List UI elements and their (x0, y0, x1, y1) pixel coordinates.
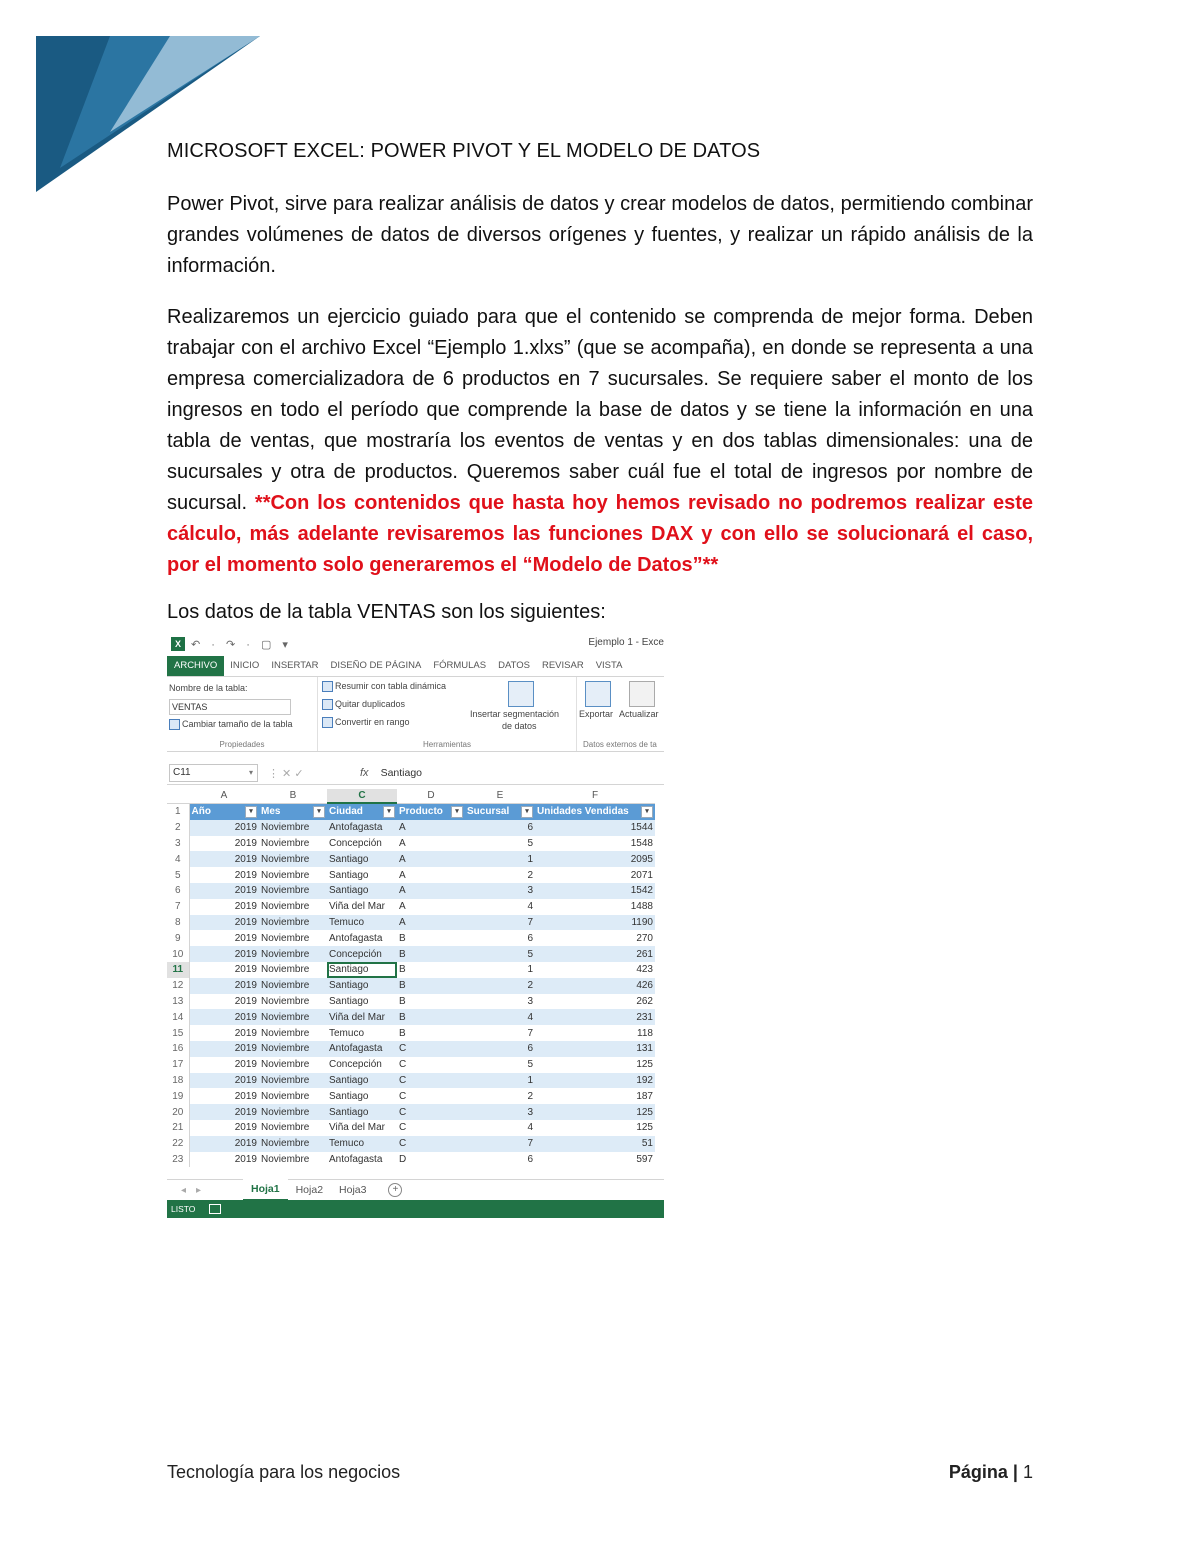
row-number[interactable]: 11 (167, 962, 189, 978)
header-producto-label: Producto (399, 806, 443, 818)
sheet-nav-arrows[interactable]: ◂▸ (181, 1184, 212, 1196)
table-name-input[interactable]: VENTAS (169, 699, 291, 715)
cell-unidades[interactable]: 125 (636, 1059, 653, 1071)
cell-ano[interactable]: 2019 (189, 978, 259, 994)
paragraph-highlight: **Con los contenidos que hasta hoy hemos revisado no podremos realizar este cálculo, más adelante revisaremos las funciones DAX y con ello se solucionará el caso, por el momento solo generaremos el “Modelo de Datos”** (167, 492, 1033, 576)
footer-page-label: Página (948, 1462, 1008, 1482)
header-ano[interactable] (189, 803, 259, 820)
cell-unidades[interactable]: 125 (535, 1104, 655, 1120)
insert-slicer-label-1[interactable]: Insertar segmentación (470, 709, 560, 719)
cell-producto[interactable]: C (397, 1041, 465, 1057)
table-row (167, 820, 655, 836)
table-row (167, 1041, 655, 1057)
cell-mes[interactable]: Noviembre (261, 1027, 310, 1039)
cell-ano[interactable]: 2019 (189, 851, 259, 867)
cell-producto[interactable]: B (397, 946, 465, 962)
resize-table-button[interactable] (169, 719, 293, 730)
table-row (167, 1057, 655, 1073)
group-label-tools: Herramientas (422, 740, 471, 749)
cell-sucursal[interactable]: 2 (465, 978, 535, 994)
cell-unidades[interactable]: 1190 (535, 915, 655, 931)
cell-sucursal[interactable]: 4 (527, 901, 533, 913)
table-header-row (167, 803, 655, 820)
cell-ano[interactable]: 2019 (234, 1027, 257, 1039)
column-header-c[interactable]: C (327, 789, 397, 803)
cell-ciudad[interactable]: Santiago (327, 851, 397, 867)
column-header-f[interactable]: F (535, 789, 655, 803)
table-row (167, 1120, 655, 1136)
cell-producto[interactable]: C (397, 1073, 465, 1089)
cell-sucursal[interactable]: 7 (465, 915, 535, 931)
cell-unidades[interactable]: 426 (535, 978, 655, 994)
table-row (167, 962, 655, 978)
cell-producto[interactable]: A (397, 883, 465, 899)
add-sheet-icon[interactable]: + (388, 1183, 402, 1197)
cell-mes[interactable]: Noviembre (259, 851, 327, 867)
cell-unidades[interactable]: 261 (535, 946, 655, 962)
row-number[interactable]: 15 (167, 1025, 189, 1041)
tab-vista[interactable]: VISTA (595, 660, 623, 671)
cell-producto[interactable]: A (399, 869, 406, 881)
cell-mes[interactable]: Noviembre (261, 1122, 310, 1134)
cell-ano[interactable]: 2019 (189, 820, 259, 836)
cell-mes[interactable]: Noviembre (259, 1136, 327, 1152)
cell-ciudad[interactable]: Santiago (327, 978, 397, 994)
cell-unidades[interactable]: 270 (636, 932, 653, 944)
cell-ciudad[interactable]: Santiago (327, 1073, 397, 1089)
cell-sucursal[interactable]: 6 (465, 820, 535, 836)
refresh-icon[interactable] (629, 681, 655, 707)
summarize-pivot-button[interactable] (322, 681, 446, 692)
column-header-b[interactable]: B (259, 789, 327, 803)
cell-producto[interactable]: C (397, 1136, 465, 1152)
cell-ano[interactable]: 2019 (189, 1104, 259, 1120)
chevron-down-icon[interactable]: ▾ (248, 768, 253, 777)
row-number[interactable]: 2 (167, 820, 189, 836)
cell-sucursal[interactable]: 5 (465, 946, 535, 962)
column-header-a[interactable]: A (189, 789, 259, 803)
header-sucursal-label: Sucursal (467, 806, 510, 818)
cell-mes[interactable]: Noviembre (259, 820, 327, 836)
cell-mes[interactable]: Noviembre (259, 946, 327, 962)
cell-mes[interactable]: Noviembre (261, 869, 310, 881)
header-ano-label: Año (191, 806, 211, 818)
cell-producto[interactable]: A (397, 820, 465, 836)
excel-screenshot (167, 632, 664, 1218)
cell-sucursal[interactable]: 3 (465, 883, 535, 899)
row-number[interactable]: 6 (167, 883, 189, 899)
cell-mes[interactable]: Noviembre (259, 1073, 327, 1089)
paragraph-intro: Power Pivot, sirve para realizar análisis de datos y crear modelos de datos, permitiendo combinar grandes volúmenes de datos de diversos orígenes y fuentes, y realizar un rápido análisis de la información. (167, 193, 1033, 277)
filter-icon[interactable]: ▾ (641, 806, 653, 818)
formula-controls: ⋮ ✕ ✓ (268, 767, 304, 780)
refresh-button[interactable]: Actualizar (619, 709, 659, 719)
row-number[interactable]: 13 (167, 994, 189, 1010)
cell-sucursal[interactable]: 6 (527, 1153, 533, 1165)
cell-sucursal[interactable]: 7 (527, 1027, 533, 1039)
convert-range-button[interactable] (322, 717, 410, 728)
cell-ciudad[interactable]: Viña del Mar (327, 1009, 397, 1025)
cell-unidades[interactable]: 1548 (630, 837, 653, 849)
paragraph-exercise (167, 302, 1033, 581)
quick-access-toolbar[interactable]: ↶ · ↷ · ▢ ▾ (191, 638, 292, 651)
cell-ano[interactable]: 2019 (234, 837, 257, 849)
cell-ciudad[interactable]: Antofagasta (327, 1041, 397, 1057)
tab-datos[interactable]: DATOS (498, 660, 530, 671)
cell-sucursal[interactable]: 1 (465, 851, 535, 867)
duplicates-icon (322, 699, 333, 710)
excel-titlebar (167, 632, 664, 656)
header-unidades[interactable] (535, 803, 655, 820)
group-label-properties: Propiedades (219, 740, 265, 749)
cell-mes[interactable]: Noviembre (261, 964, 310, 976)
header-mes[interactable] (259, 803, 327, 820)
cell-ciudad[interactable]: Santiago (329, 1090, 369, 1102)
cell-mes[interactable]: Noviembre (259, 1104, 327, 1120)
cell-mes[interactable]: Noviembre (261, 932, 310, 944)
table-row (167, 1009, 655, 1025)
cell-producto[interactable]: B (397, 978, 465, 994)
name-box[interactable] (169, 764, 258, 782)
cell-unidades[interactable]: 423 (636, 964, 653, 976)
cell-sucursal[interactable]: 4 (527, 1122, 533, 1134)
cell-sucursal[interactable]: 3 (527, 995, 533, 1007)
cell-ciudad[interactable]: Concepción (329, 1059, 382, 1071)
cell-mes[interactable]: Noviembre (261, 1090, 310, 1102)
summarize-label: Resumir con tabla dinámica (335, 681, 447, 691)
cell-unidades[interactable]: 1544 (535, 820, 655, 836)
cell-producto[interactable]: B (399, 932, 406, 944)
cell-unidades[interactable]: 2095 (535, 851, 655, 867)
column-headers (167, 789, 655, 803)
table-row (167, 946, 655, 962)
cell-sucursal[interactable]: 6 (527, 932, 533, 944)
name-box-value: C11 (173, 767, 191, 778)
paragraph-exercise-text: Realizaremos un ejercicio guiado para que el contenido se comprenda de mejor forma. Deben trabajar con el archivo Excel “Ejemplo 1.xlxs” (que se acompaña), en donde se representa a una empresa comercializadora de 6 productos en 7 sucursales. Se requiere saber el monto de los ingresos en todo el período que comprende la base de datos y se tiene la información en una tabla de ventas, que mostraría los eventos de ventas y en dos tablas dimensionales: una de sucursales y otra de productos. Queremos saber cuál fue el total de ingresos por nombre de sucursal. (167, 306, 1033, 514)
cell-ciudad[interactable]: Viña del Mar (329, 901, 385, 913)
table-row (167, 836, 655, 852)
filter-icon[interactable]: ▾ (451, 806, 463, 818)
group-tools (318, 677, 577, 751)
header-sucursal[interactable] (465, 803, 535, 820)
filter-icon[interactable]: ▾ (245, 806, 257, 818)
cell-ciudad[interactable]: Concepción (329, 837, 382, 849)
table-row (167, 930, 655, 946)
pivot-icon (322, 681, 333, 692)
export-button[interactable]: Exportar (579, 709, 614, 719)
header-ciudad-label: Ciudad (329, 806, 363, 818)
cell-ano[interactable]: 2019 (189, 915, 259, 931)
tab-inicio[interactable]: INICIO (230, 660, 260, 671)
row-number[interactable]: 10 (167, 946, 189, 962)
cell-mes[interactable]: Noviembre (261, 1059, 310, 1071)
header-mes-label: Mes (261, 806, 281, 818)
cell-mes[interactable]: Noviembre (261, 901, 310, 913)
cell-unidades[interactable]: 118 (637, 1027, 653, 1039)
table-row (167, 1104, 655, 1120)
cell-ciudad[interactable]: Santiago (327, 883, 397, 899)
document-title: MICROSOFT EXCEL: POWER PIVOT Y EL MODELO DE DATOS (167, 140, 761, 162)
sheet-tab-hoja3[interactable]: Hoja3 (339, 1184, 367, 1196)
row-number[interactable]: 7 (167, 899, 189, 915)
row-number[interactable]: 22 (167, 1136, 189, 1152)
filter-icon[interactable]: ▾ (383, 806, 395, 818)
footer-page-sep: | (1012, 1462, 1018, 1482)
cell-producto[interactable]: B (399, 1027, 406, 1039)
table-row (167, 1025, 655, 1041)
window-title: Ejemplo 1 - Exce (588, 637, 664, 648)
cell-sucursal[interactable]: 6 (465, 1041, 535, 1057)
page-footer (167, 1462, 1033, 1483)
cell-producto[interactable]: C (399, 1122, 407, 1134)
row-number[interactable]: 1 (167, 803, 189, 820)
row-number[interactable]: 5 (167, 867, 189, 883)
cell-ano[interactable]: 2019 (234, 869, 257, 881)
table-row (167, 978, 655, 994)
column-header-e[interactable]: E (465, 789, 535, 803)
cell-ano[interactable]: 2019 (234, 1122, 257, 1134)
group-properties (167, 677, 318, 751)
cell-ano[interactable]: 2019 (234, 932, 257, 944)
footer-left: Tecnología para los negocios (167, 1462, 401, 1482)
ribbon (167, 677, 664, 752)
table-row (167, 851, 655, 867)
cell-ano[interactable]: 2019 (189, 883, 259, 899)
row-number[interactable]: 16 (167, 1041, 189, 1057)
cell-ano[interactable]: 2019 (189, 1073, 259, 1089)
select-all-corner[interactable] (167, 789, 189, 803)
table-row (167, 994, 655, 1010)
cell-mes[interactable]: Noviembre (259, 978, 327, 994)
cell-unidades[interactable]: 51 (535, 1136, 655, 1152)
cell-ciudad[interactable]: Antofagasta (329, 932, 383, 944)
sheet-tabs-bar (167, 1179, 664, 1200)
cell-producto[interactable]: B (399, 995, 406, 1007)
table-row (167, 1152, 655, 1168)
cell-ciudad[interactable]: Santiago (329, 995, 369, 1007)
cell-ano[interactable]: 2019 (189, 1136, 259, 1152)
formula-bar (167, 762, 664, 785)
cell-ano[interactable]: 2019 (189, 1009, 259, 1025)
cell-mes[interactable]: Noviembre (259, 915, 327, 931)
row-number[interactable]: 18 (167, 1073, 189, 1089)
cell-ciudad[interactable]: Santiago (327, 962, 397, 978)
cell-sucursal[interactable]: 1 (465, 1073, 535, 1089)
cell-ano[interactable]: 2019 (234, 901, 257, 913)
cell-ciudad[interactable]: Temuco (327, 1136, 397, 1152)
cell-unidades[interactable]: 2071 (630, 869, 653, 881)
document-body (167, 140, 1033, 646)
tab-archivo[interactable]: ARCHIVO (167, 656, 224, 676)
cell-sucursal[interactable]: 1 (527, 964, 533, 976)
tab-insertar[interactable]: INSERTAR (271, 660, 319, 671)
sheet-tab-hoja1[interactable]: Hoja1 (243, 1179, 288, 1201)
cell-unidades[interactable]: 192 (535, 1073, 655, 1089)
cell-sucursal[interactable]: 3 (465, 1104, 535, 1120)
table-row (167, 1073, 655, 1089)
footer-page-number: 1 (1022, 1462, 1033, 1482)
cell-ano[interactable]: 2019 (189, 1041, 259, 1057)
filter-icon[interactable]: ▾ (521, 806, 533, 818)
cell-producto[interactable]: A (397, 915, 465, 931)
worksheet-grid (167, 789, 655, 1167)
table-name-label: Nombre de la tabla: (169, 683, 248, 693)
filter-icon[interactable]: ▾ (313, 806, 325, 818)
row-number[interactable]: 21 (167, 1120, 189, 1136)
tab-diseno-pagina[interactable]: DISEÑO DE PÁGINA (330, 660, 422, 671)
column-header-d[interactable]: D (397, 789, 465, 803)
cell-ano[interactable]: 2019 (189, 946, 259, 962)
cell-producto[interactable]: C (399, 1090, 407, 1102)
cell-ano[interactable]: 2019 (234, 964, 257, 976)
convert-icon (322, 717, 333, 728)
cell-mes[interactable]: Noviembre (261, 1153, 310, 1165)
cell-ciudad[interactable]: Temuco (327, 915, 397, 931)
remove-duplicates-label: Quitar duplicados (335, 699, 406, 709)
header-producto[interactable] (397, 803, 465, 820)
row-number[interactable]: 17 (167, 1057, 189, 1073)
fx-icon[interactable]: fx (360, 767, 369, 779)
cell-mes[interactable]: Noviembre (261, 995, 310, 1007)
cell-mes[interactable]: Noviembre (261, 837, 310, 849)
cell-ano[interactable]: 2019 (234, 995, 257, 1007)
cell-sucursal[interactable]: 7 (465, 1136, 535, 1152)
row-number[interactable]: 8 (167, 915, 189, 931)
insert-slicer-label-2[interactable]: de datos (502, 721, 537, 731)
cell-producto[interactable]: B (397, 1009, 465, 1025)
tab-formulas[interactable]: FÓRMULAS (433, 660, 487, 671)
cell-producto[interactable]: A (399, 901, 406, 913)
cell-unidades[interactable]: 187 (636, 1090, 653, 1102)
resize-icon (169, 719, 180, 730)
row-number[interactable]: 9 (167, 930, 189, 946)
slicer-icon[interactable] (508, 681, 534, 707)
header-ciudad[interactable] (327, 803, 397, 820)
cell-unidades[interactable]: 1488 (630, 901, 653, 913)
cell-ano[interactable]: 2019 (234, 1059, 257, 1071)
cell-ciudad[interactable]: Concepción (327, 946, 397, 962)
macro-record-icon[interactable] (209, 1204, 221, 1214)
table-row (167, 899, 655, 915)
row-number[interactable]: 12 (167, 978, 189, 994)
cell-unidades[interactable]: 1542 (535, 883, 655, 899)
cell-producto[interactable]: A (399, 837, 406, 849)
cell-ciudad[interactable]: Santiago (327, 1104, 397, 1120)
table-row (167, 915, 655, 931)
cell-ano[interactable]: 2019 (234, 1090, 257, 1102)
export-icon[interactable] (585, 681, 611, 707)
resize-label: Cambiar tamaño de la tabla (182, 719, 293, 729)
cell-unidades[interactable]: 125 (636, 1122, 653, 1134)
cell-mes[interactable]: Noviembre (259, 883, 327, 899)
cell-sucursal[interactable]: 2 (527, 1090, 533, 1102)
cell-producto[interactable]: C (399, 1059, 407, 1071)
cell-ciudad[interactable]: Temuco (329, 1027, 365, 1039)
status-text: LISTO (171, 1204, 196, 1214)
cell-producto[interactable]: A (397, 851, 465, 867)
cell-ano[interactable]: 2019 (234, 1153, 257, 1165)
row-number[interactable]: 14 (167, 1009, 189, 1025)
remove-duplicates-button[interactable] (322, 699, 405, 710)
formula-input[interactable]: Santiago (380, 767, 423, 779)
footer-page (949, 1462, 1033, 1483)
row-number[interactable]: 19 (167, 1088, 189, 1104)
row-number[interactable]: 3 (167, 836, 189, 852)
header-unidades-label: Unidades Vendidas (537, 806, 629, 818)
row-number[interactable]: 4 (167, 851, 189, 867)
cell-ciudad[interactable]: Viña del Mar (329, 1122, 385, 1134)
cell-ciudad[interactable]: Antofagasta (327, 820, 397, 836)
cell-ciudad[interactable]: Antofagasta (329, 1153, 383, 1165)
table-row (167, 867, 655, 883)
cell-unidades[interactable]: 262 (636, 995, 653, 1007)
sheet-tab-hoja2[interactable]: Hoja2 (295, 1184, 324, 1196)
cell-mes[interactable]: Noviembre (259, 1041, 327, 1057)
convert-label: Convertir en rango (335, 717, 410, 727)
table-row (167, 883, 655, 899)
cell-unidades[interactable]: 231 (535, 1009, 655, 1025)
cell-sucursal[interactable]: 5 (527, 837, 533, 849)
cell-producto[interactable]: D (399, 1153, 407, 1165)
cell-sucursal[interactable]: 5 (527, 1059, 533, 1071)
cell-producto[interactable]: C (397, 1104, 465, 1120)
paragraph-table-intro: Los datos de la tabla VENTAS son los siguientes: (167, 601, 606, 623)
ribbon-tabs (167, 656, 664, 677)
cell-unidades[interactable]: 597 (636, 1153, 653, 1165)
cell-unidades[interactable]: 131 (535, 1041, 655, 1057)
cell-sucursal[interactable]: 2 (527, 869, 533, 881)
cell-mes[interactable]: Noviembre (259, 1009, 327, 1025)
cell-sucursal[interactable]: 4 (465, 1009, 535, 1025)
row-number[interactable]: 23 (167, 1152, 189, 1168)
cell-producto[interactable]: B (399, 964, 406, 976)
status-bar (167, 1200, 664, 1218)
table-row (167, 1136, 655, 1152)
group-label-external: Datos externos de ta (583, 740, 657, 749)
cell-ciudad[interactable]: Santiago (329, 869, 369, 881)
group-external-data (577, 677, 664, 751)
tab-revisar[interactable]: REVISAR (541, 660, 584, 671)
row-number[interactable]: 20 (167, 1104, 189, 1120)
table-row (167, 1088, 655, 1104)
excel-logo-icon: X (171, 637, 185, 651)
